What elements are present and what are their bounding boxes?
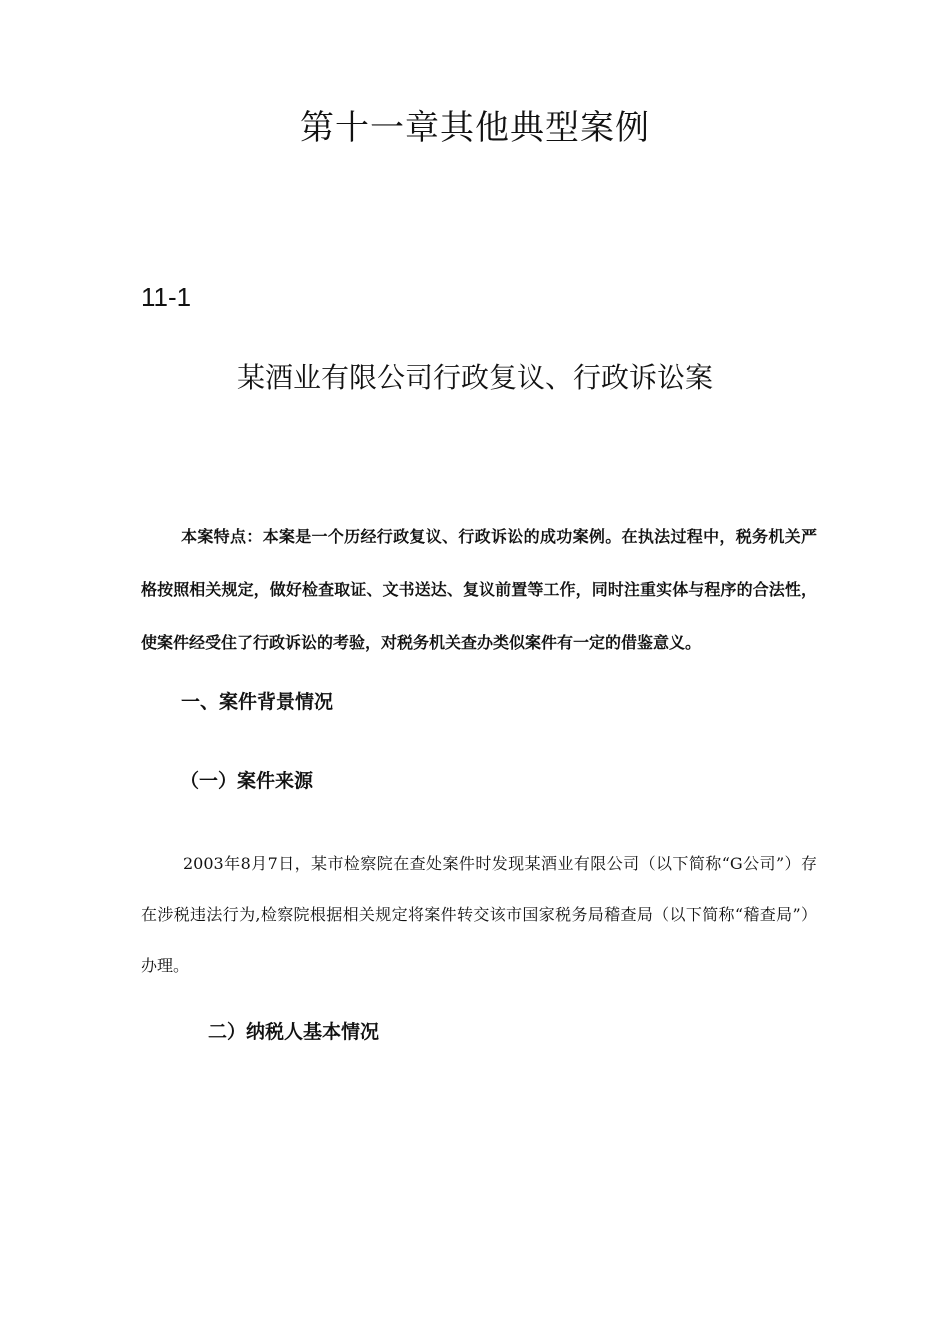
section-heading-background: 一、案件背景情况 [181,691,334,713]
case-source-paragraph: 2003年8月7日，某市检察院在查处案件时发现某酒业有限公司（以下简称“G公司”）存在涉税违法行为,检察院根据相关规定将案件转交该市国家税务局稽查局（以下简称“稽查局”）办理。 [141,854,817,975]
case-number: 11-1 [141,282,192,312]
case-features-paragraph: 本案特点：本案是一个历经行政复议、行政诉讼的成功案例。在执法过程中，税务机关严格按照相关规定，做好检查取证、文书送达、复议前置等工作，同时注重实体与程序的合法性，使案件经受住了行政诉讼的考验，对税务机关查办类似案件有一定的借鉴意义。 [141,527,817,652]
subsection-heading-case-source: （一）案件来源 [180,770,314,792]
chapter-title: 第十一章其他典型案例 [300,108,650,148]
case-title: 某酒业有限公司行政复议、行政诉讼案 [236,361,713,394]
subsection-heading-taxpayer-info: 二）纳税人基本情况 [208,1021,380,1043]
